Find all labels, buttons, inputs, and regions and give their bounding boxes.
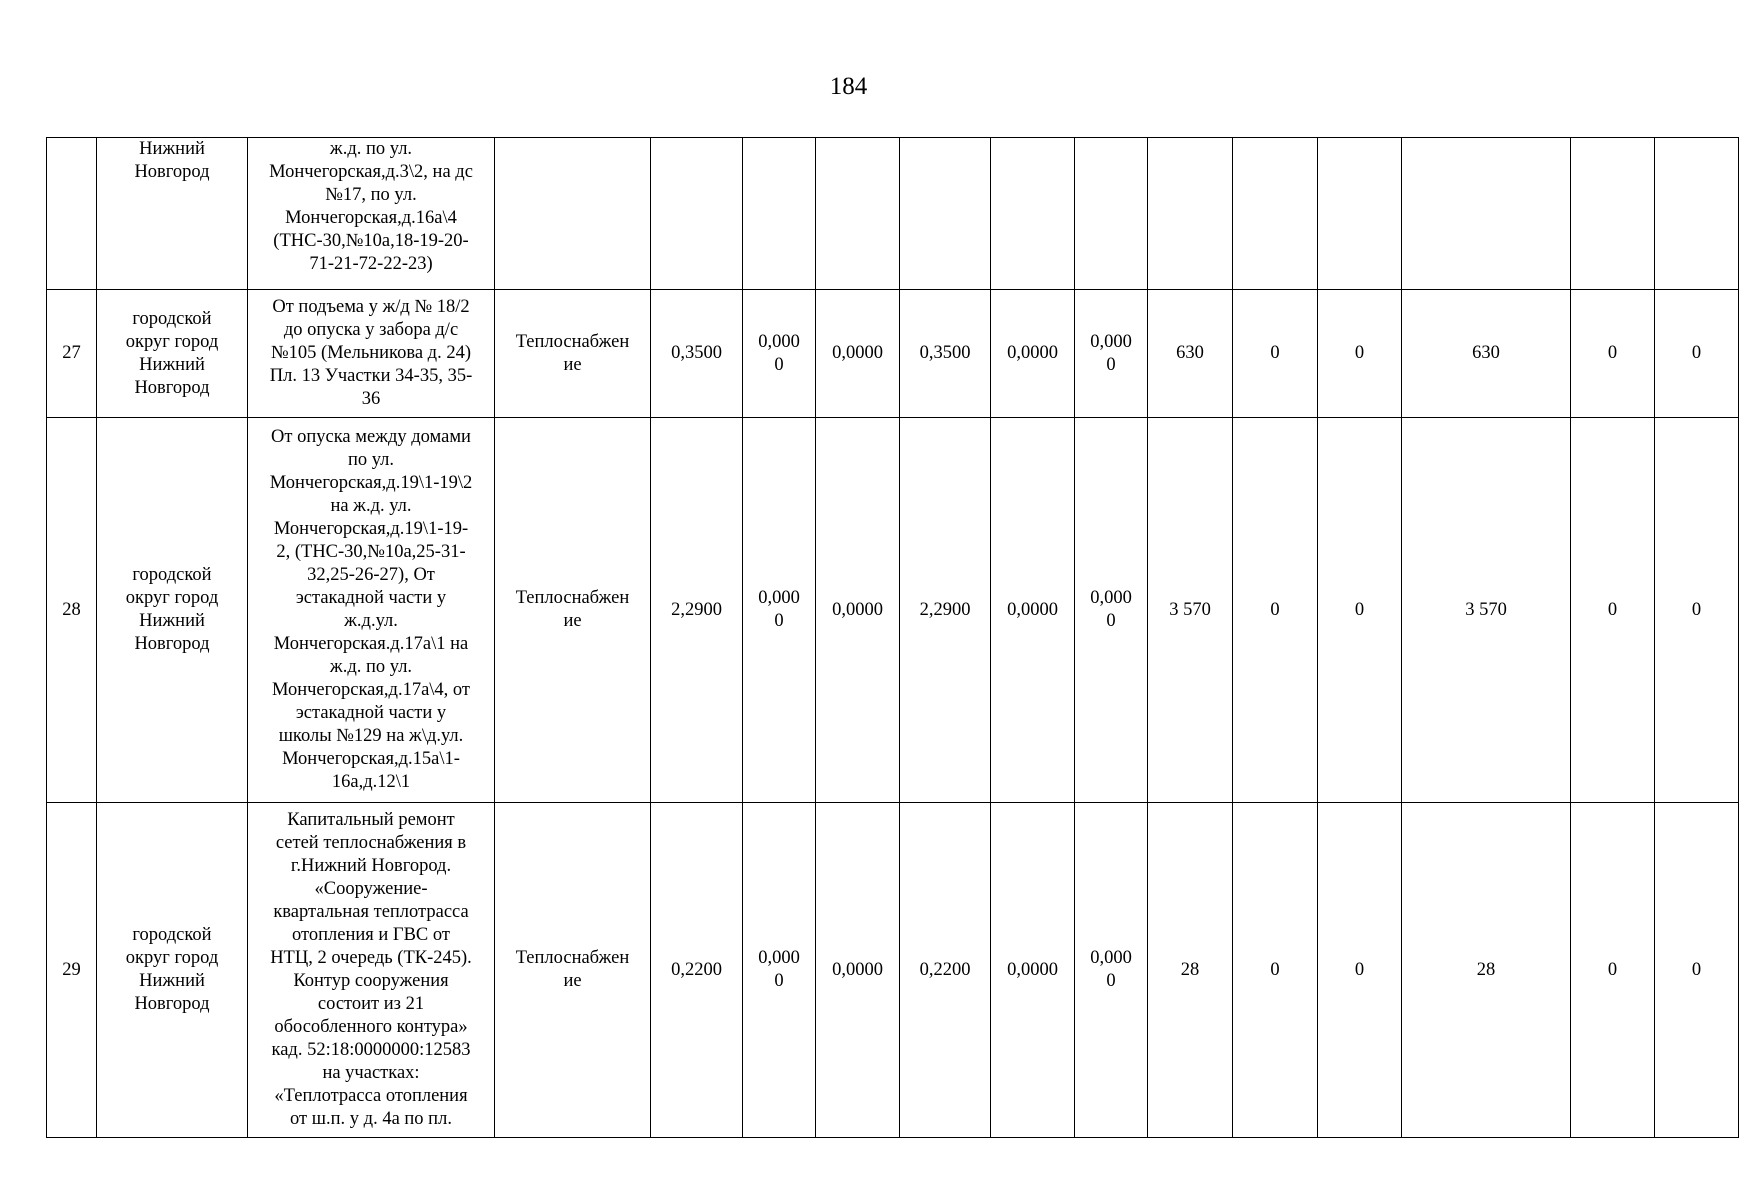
cell-type: [495, 290, 651, 418]
cell-value-9: [1318, 138, 1402, 290]
cell-municipality-line: городской: [132, 565, 212, 585]
cell-municipality-line: Новгород: [134, 377, 210, 398]
cell-description: [248, 803, 495, 1138]
cell-description-line: 16а,д.12\1: [331, 772, 411, 792]
cell-row-number: 28: [47, 418, 97, 803]
cell-municipality-line: округ город: [125, 331, 219, 352]
cell-description: [248, 290, 495, 418]
cell-value-2: [743, 290, 816, 418]
cell-description-line: Пл. 13 Участки 34-35, 35-: [269, 366, 473, 386]
table-row: [47, 290, 1739, 418]
cell-description-line: до опуска у забора д/с: [283, 320, 459, 340]
cell-municipality-line: городской: [132, 308, 212, 329]
cell-description-line: «Сооружение-: [314, 879, 428, 899]
cell-municipality-line: Нижний: [139, 139, 205, 159]
cell-value-4: 0,2200: [900, 803, 991, 1138]
cell-value-6-line: 0: [1106, 354, 1116, 375]
cell-value-5: 0,0000: [991, 418, 1075, 803]
table-row: [47, 138, 1739, 290]
cell-value-7: 28: [1148, 803, 1233, 1138]
cell-type-line: Теплоснабжен: [515, 588, 630, 608]
cell-value-6: [1075, 803, 1148, 1138]
cell-value-6: [1075, 418, 1148, 803]
cell-value-4: [900, 138, 991, 290]
cell-value-6: [1075, 138, 1148, 290]
cell-municipality: [97, 418, 248, 803]
cell-value-5: 0,0000: [991, 803, 1075, 1138]
cell-description-line: Контур сооружения: [293, 971, 449, 991]
cell-value-2-line: 0,000: [758, 948, 800, 968]
cell-description-line: ж.д. по ул.: [329, 139, 413, 159]
cell-value-10: 3 570: [1402, 418, 1571, 803]
cell-row-number: 27: [47, 290, 97, 418]
cell-municipality: [97, 290, 248, 418]
cell-description-line: ж.д.ул.: [344, 611, 398, 631]
cell-value-7: 3 570: [1148, 418, 1233, 803]
table-row: [47, 803, 1739, 1138]
cell-municipality-line: Нижний: [139, 611, 205, 631]
cell-value-8: 0: [1233, 290, 1318, 418]
cell-description-line: кад. 52:18:0000000:12583: [271, 1040, 471, 1060]
cell-value-6-line: 0: [1106, 611, 1116, 631]
cell-value-3: 0,0000: [816, 290, 900, 418]
cell-description: [248, 418, 495, 803]
cell-value-12: 0: [1655, 418, 1739, 803]
cell-description-line: (ТНС-30,№10а,18-19-20-: [273, 231, 469, 251]
cell-value-9: 0: [1318, 290, 1402, 418]
cell-value-6: [1075, 290, 1148, 418]
cell-value-1: [651, 138, 743, 290]
cell-description: [248, 138, 495, 290]
cell-row-number: [47, 138, 97, 290]
cell-description-line: Мончегорская,д.19\1-19-: [273, 519, 469, 539]
cell-type: [495, 138, 651, 290]
cell-value-2-line: 0: [774, 971, 784, 991]
cell-value-6-line: 0,000: [1090, 948, 1132, 968]
cell-value-2-line: 0,000: [758, 331, 800, 352]
cell-description-line: эстакадной части у: [295, 588, 447, 608]
cell-value-3: 0,0000: [816, 803, 900, 1138]
cell-value-2-line: 0: [774, 354, 784, 375]
cell-description-line: 2, (ТНС-30,№10а,25-31-: [276, 542, 466, 562]
cell-type-line: Теплоснабжен: [515, 331, 630, 352]
cell-value-12: 0: [1655, 290, 1739, 418]
cell-value-10: 28: [1402, 803, 1571, 1138]
table-row: [47, 418, 1739, 803]
cell-description-line: Мончегорская,д.19\1-19\2: [269, 473, 473, 493]
cell-description-line: Мончегорская,д.16а\4: [285, 208, 457, 228]
data-table: [46, 137, 1739, 1138]
cell-description-line: по ул.: [347, 450, 395, 470]
cell-description-line: 71-21-72-22-23): [309, 254, 433, 274]
cell-description-line: Мончегорская,д.15а\1-: [282, 749, 460, 769]
cell-value-4: 2,2900: [900, 418, 991, 803]
cell-value-8: 0: [1233, 418, 1318, 803]
cell-description-line: квартальная теплотрасса: [273, 902, 469, 922]
cell-type: [495, 803, 651, 1138]
cell-value-5: [991, 138, 1075, 290]
cell-value-2: [743, 803, 816, 1138]
cell-value-2-line: 0: [774, 611, 784, 631]
cell-description-line: от ш.п. у д. 4а по пл.: [290, 1109, 452, 1129]
table-body: [47, 138, 1739, 1138]
cell-municipality-line: округ город: [125, 948, 219, 968]
cell-value-1: 2,2900: [651, 418, 743, 803]
cell-value-2: [743, 138, 816, 290]
cell-type-line: Теплоснабжен: [515, 948, 630, 968]
cell-description-line: состоит из 21: [317, 994, 425, 1014]
cell-municipality: [97, 803, 248, 1138]
cell-description-line: эстакадной части у: [295, 703, 447, 723]
cell-description-line: школы №129 на ж\д.ул.: [278, 726, 464, 746]
cell-value-2: [743, 418, 816, 803]
cell-description-line: на ж.д. ул.: [330, 496, 412, 516]
cell-description-line: обособленного контура»: [274, 1017, 468, 1037]
cell-value-3: [816, 138, 900, 290]
cell-value-7: 630: [1148, 290, 1233, 418]
cell-value-11: 0: [1571, 290, 1655, 418]
cell-description-line: «Теплотрасса отопления: [274, 1086, 468, 1106]
cell-description-line: От подъема у ж/д № 18/2: [272, 297, 470, 317]
cell-value-6-line: 0,000: [1090, 588, 1132, 608]
cell-value-1: 0,2200: [651, 803, 743, 1138]
page-number: 184: [829, 73, 868, 100]
cell-description-line: сетей теплоснабжения в: [275, 833, 467, 853]
cell-value-3: 0,0000: [816, 418, 900, 803]
cell-value-10: 630: [1402, 290, 1571, 418]
cell-value-10: [1402, 138, 1571, 290]
cell-type-line: ие: [563, 354, 582, 375]
cell-description-line: №17, по ул.: [325, 185, 417, 205]
cell-value-6-line: 0: [1106, 971, 1116, 991]
cell-description-line: Мончегорская.д.17а\1 на: [273, 634, 469, 654]
cell-description-line: Мончегорская,д.17а\4, от: [271, 680, 471, 700]
cell-municipality-line: Новгород: [134, 994, 210, 1014]
cell-type-line: ие: [563, 971, 582, 991]
cell-value-7: [1148, 138, 1233, 290]
cell-value-9: 0: [1318, 803, 1402, 1138]
cell-type-line: ие: [563, 611, 582, 631]
cell-description-line: Капитальный ремонт: [287, 810, 455, 830]
cell-description-line: НТЦ, 2 очередь (ТК-245).: [270, 948, 472, 968]
cell-description-line: г.Нижний Новгород.: [290, 856, 452, 876]
cell-municipality-line: Новгород: [134, 634, 210, 654]
cell-value-11: 0: [1571, 418, 1655, 803]
cell-description-line: на участках:: [322, 1063, 420, 1083]
cell-municipality: [97, 138, 248, 290]
cell-type: [495, 418, 651, 803]
cell-value-12: 0: [1655, 803, 1739, 1138]
cell-description-line: Мончегорская,д.3\2, на дс: [269, 162, 473, 182]
cell-value-8: 0: [1233, 803, 1318, 1138]
cell-value-5: 0,0000: [991, 290, 1075, 418]
cell-description-line: отопления и ГВС от: [292, 925, 450, 945]
cell-value-6-line: 0,000: [1090, 331, 1132, 352]
cell-description-line: От опуска между домами: [271, 427, 471, 447]
cell-municipality-line: Нижний: [139, 971, 205, 991]
cell-description-line: 36: [361, 389, 381, 409]
cell-value-2-line: 0,000: [758, 588, 800, 608]
cell-description-line: 32,25-26-27), От: [307, 565, 435, 585]
cell-municipality-line: Нижний: [139, 354, 205, 375]
cell-municipality-line: городской: [132, 925, 212, 945]
cell-value-11: 0: [1571, 803, 1655, 1138]
cell-description-line: ж.д. по ул.: [329, 657, 413, 677]
cell-value-11: [1571, 138, 1655, 290]
cell-value-9: 0: [1318, 418, 1402, 803]
cell-municipality-line: округ город: [125, 588, 219, 608]
cell-value-4: 0,3500: [900, 290, 991, 418]
cell-row-number: 29: [47, 803, 97, 1138]
cell-value-8: [1233, 138, 1318, 290]
cell-value-1: 0,3500: [651, 290, 743, 418]
cell-municipality-line: Новгород: [134, 162, 210, 182]
cell-description-line: №105 (Мельникова д. 24): [270, 343, 472, 363]
cell-value-12: [1655, 138, 1739, 290]
